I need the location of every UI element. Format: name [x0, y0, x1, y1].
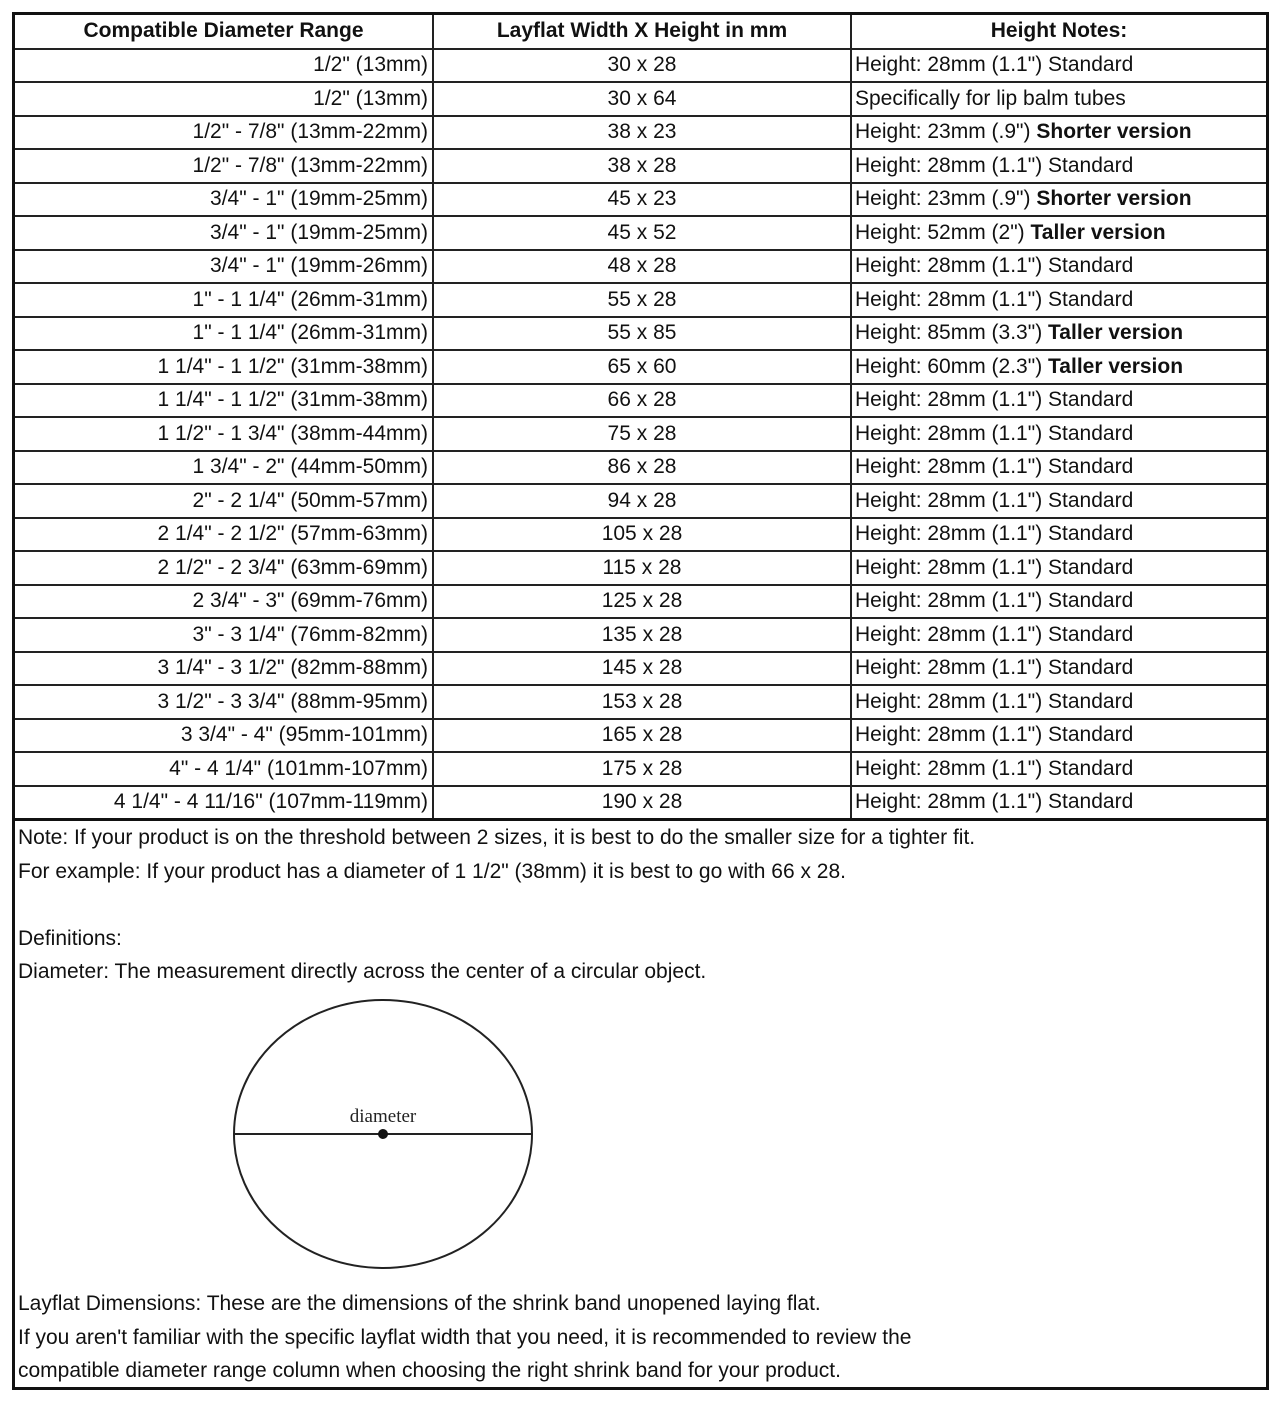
height-note-cell — [851, 250, 1266, 284]
diameter-range-cell: 3/4" - 1" (19mm-25mm) — [15, 216, 433, 250]
table-row — [15, 384, 1266, 418]
height-note-text: Height: 28mm (1.1") Standard — [855, 153, 1134, 177]
table-row — [15, 216, 1266, 250]
diameter-range-cell: 2 3/4" - 3" (69mm-76mm) — [15, 585, 433, 619]
table-row — [15, 283, 1266, 317]
height-note-text: Height: 28mm (1.1") Standard — [855, 622, 1134, 646]
layflat-dims-cell: 38 x 23 — [433, 116, 851, 150]
height-note-cell — [851, 183, 1266, 217]
layflat-definition: Layflat Dimensions: These are the dimensions of the shrink band unopened laying flat. — [18, 1292, 821, 1315]
notes-section — [18, 823, 1258, 991]
height-note-cell — [851, 283, 1266, 317]
table-row — [15, 82, 1266, 116]
height-note-cell — [851, 551, 1266, 585]
diameter-range-cell: 1/2" - 7/8" (13mm-22mm) — [15, 149, 433, 183]
height-note-cell — [851, 618, 1266, 652]
layflat-dims-cell: 175 x 28 — [433, 752, 851, 786]
table-body — [15, 49, 1266, 820]
layflat-dims-cell: 48 x 28 — [433, 250, 851, 284]
diameter-range-cell: 1 1/2" - 1 3/4" (38mm-44mm) — [15, 417, 433, 451]
layflat-dims-cell: 190 x 28 — [433, 786, 851, 820]
height-note-cell — [851, 49, 1266, 83]
table-row — [15, 719, 1266, 753]
layflat-dims-cell: 30 x 64 — [433, 82, 851, 116]
diameter-range-cell: 2" - 2 1/4" (50mm-57mm) — [15, 484, 433, 518]
diameter-range-cell: 2 1/4" - 2 1/2" (57mm-63mm) — [15, 518, 433, 552]
layflat-dims-cell: 94 x 28 — [433, 484, 851, 518]
table-row — [15, 786, 1266, 820]
table-row — [15, 685, 1266, 719]
height-note-text: Height: 28mm (1.1") Standard — [855, 555, 1134, 579]
height-note-cell — [851, 384, 1266, 418]
diameter-diagram — [230, 998, 536, 1274]
layflat-notes — [18, 1289, 1258, 1390]
recommendation-line-1: If you aren't familiar with the specific layflat width that you need, it is recommended to review the — [18, 1325, 912, 1349]
height-note-text: Height: 28mm (1.1") Standard — [855, 287, 1134, 311]
height-note-cell — [851, 216, 1266, 250]
layflat-dims-cell: 135 x 28 — [433, 618, 851, 652]
header-layflat-dims: Layflat Width X Height in mm — [433, 15, 851, 49]
height-note-text: Height: 28mm (1.1") Standard — [855, 589, 1134, 613]
version-label: Shorter version — [1036, 120, 1192, 144]
height-note-cell — [851, 82, 1266, 116]
table-row — [15, 551, 1266, 585]
table-row — [15, 49, 1266, 83]
table-row — [15, 585, 1266, 619]
layflat-dims-cell: 30 x 28 — [433, 49, 851, 83]
height-note-cell — [851, 317, 1266, 351]
table-header-row — [15, 15, 1266, 49]
table-row — [15, 183, 1266, 217]
table-row — [15, 350, 1266, 384]
height-note-text: Height: 23mm (.9") — [855, 120, 1031, 144]
height-note-cell — [851, 417, 1266, 451]
diameter-range-cell: 1/2" (13mm) — [15, 82, 433, 116]
layflat-dims-cell: 125 x 28 — [433, 585, 851, 619]
size-table — [15, 15, 1266, 821]
diameter-label: diameter — [349, 1106, 417, 1127]
table-row — [15, 417, 1266, 451]
height-note-cell — [851, 116, 1266, 150]
table-row — [15, 752, 1266, 786]
height-note-text: Height: 28mm (1.1") Standard — [855, 790, 1134, 813]
height-note-cell — [851, 652, 1266, 686]
table-row — [15, 250, 1266, 284]
layflat-dims-cell: 153 x 28 — [433, 685, 851, 719]
table-row — [15, 451, 1266, 485]
height-note-text: Height: 60mm (2.3") — [855, 354, 1043, 378]
version-label: Taller version — [1048, 354, 1184, 378]
height-note-text: Specifically for lip balm tubes — [855, 86, 1126, 110]
example-note: For example: If your product has a diameter of 1 1/2" (38mm) it is best to go with 66 x 28. — [18, 859, 847, 883]
table-row — [15, 484, 1266, 518]
height-note-cell — [851, 685, 1266, 719]
diameter-range-cell: 2 1/2" - 2 3/4" (63mm-69mm) — [15, 551, 433, 585]
header-diameter-range: Compatible Diameter Range — [15, 15, 433, 49]
recommendation-line-2: compatible diameter range column when choosing the right shrink band for your product. — [18, 1359, 841, 1382]
height-note-text: Height: 28mm (1.1") Standard — [855, 756, 1134, 780]
height-note-cell — [851, 719, 1266, 753]
layflat-dims-cell: 165 x 28 — [433, 719, 851, 753]
height-note-text: Height: 28mm (1.1") Standard — [855, 522, 1134, 546]
version-label: Taller version — [1048, 321, 1184, 345]
diameter-range-cell: 3" - 3 1/4" (76mm-82mm) — [15, 618, 433, 652]
layflat-dims-cell: 145 x 28 — [433, 652, 851, 686]
layflat-dims-cell: 86 x 28 — [433, 451, 851, 485]
threshold-note: Note: If your product is on the threshold between 2 sizes, it is best to do the smaller size for a tighter fit. — [18, 826, 976, 849]
height-note-cell — [851, 786, 1266, 820]
height-note-cell — [851, 752, 1266, 786]
height-note-text: Height: 23mm (.9") — [855, 187, 1031, 211]
diameter-range-cell: 3 1/4" - 3 1/2" (82mm-88mm) — [15, 652, 433, 686]
version-label: Shorter version — [1036, 187, 1192, 211]
diameter-range-cell: 3 1/2" - 3 3/4" (88mm-95mm) — [15, 685, 433, 719]
header-height-notes: Height Notes: — [851, 15, 1266, 49]
diameter-range-cell: 1 1/4" - 1 1/2" (31mm-38mm) — [15, 350, 433, 384]
definitions-heading: Definitions: — [18, 926, 122, 950]
layflat-dims-cell: 105 x 28 — [433, 518, 851, 552]
layflat-dims-cell: 45 x 23 — [433, 183, 851, 217]
layflat-dims-cell: 115 x 28 — [433, 551, 851, 585]
height-note-text: Height: 28mm (1.1") Standard — [855, 421, 1134, 445]
height-note-cell — [851, 585, 1266, 619]
diameter-range-cell: 1/2" - 7/8" (13mm-22mm) — [15, 116, 433, 150]
diameter-range-cell: 1" - 1 1/4" (26mm-31mm) — [15, 283, 433, 317]
diameter-range-cell: 3 3/4" - 4" (95mm-101mm) — [15, 719, 433, 753]
diameter-definition: Diameter: The measurement directly across the center of a circular object. — [18, 960, 707, 983]
version-label: Taller version — [1030, 220, 1166, 244]
diameter-range-cell: 1 1/4" - 1 1/2" (31mm-38mm) — [15, 384, 433, 418]
table-row — [15, 116, 1266, 150]
height-note-text: Height: 28mm (1.1") Standard — [855, 254, 1134, 278]
center-dot — [378, 1129, 388, 1139]
table-row — [15, 618, 1266, 652]
diameter-range-cell: 1/2" (13mm) — [15, 49, 433, 83]
layflat-dims-cell: 38 x 28 — [433, 149, 851, 183]
height-note-text: Height: 85mm (3.3") — [855, 321, 1043, 345]
height-note-text: Height: 28mm (1.1") Standard — [855, 689, 1134, 713]
diameter-range-cell: 1" - 1 1/4" (26mm-31mm) — [15, 317, 433, 351]
height-note-text: Height: 52mm (2") — [855, 220, 1025, 244]
height-note-cell — [851, 451, 1266, 485]
height-note-text: Height: 28mm (1.1") Standard — [855, 656, 1134, 680]
diameter-range-cell: 4 1/4" - 4 11/16" (107mm-119mm) — [15, 786, 433, 820]
height-note-text: Height: 28mm (1.1") Standard — [855, 455, 1134, 479]
layflat-dims-cell: 55 x 85 — [433, 317, 851, 351]
height-note-text: Height: 28mm (1.1") Standard — [855, 53, 1134, 77]
height-note-text: Height: 28mm (1.1") Standard — [855, 723, 1134, 747]
layflat-dims-cell: 66 x 28 — [433, 384, 851, 418]
table-row — [15, 149, 1266, 183]
layflat-dims-cell: 55 x 28 — [433, 283, 851, 317]
table-row — [15, 652, 1266, 686]
table-row — [15, 317, 1266, 351]
diameter-range-cell: 4" - 4 1/4" (101mm-107mm) — [15, 752, 433, 786]
height-note-cell — [851, 350, 1266, 384]
table-row — [15, 518, 1266, 552]
diameter-range-cell: 1 3/4" - 2" (44mm-50mm) — [15, 451, 433, 485]
sizing-chart — [12, 12, 1269, 1390]
layflat-dims-cell: 65 x 60 — [433, 350, 851, 384]
layflat-dims-cell: 45 x 52 — [433, 216, 851, 250]
diameter-range-cell: 3/4" - 1" (19mm-25mm) — [15, 183, 433, 217]
height-note-text: Height: 28mm (1.1") Standard — [855, 388, 1134, 412]
diameter-range-cell: 3/4" - 1" (19mm-26mm) — [15, 250, 433, 284]
height-note-cell — [851, 484, 1266, 518]
height-note-text: Height: 28mm (1.1") Standard — [855, 488, 1134, 512]
height-note-cell — [851, 149, 1266, 183]
height-note-cell — [851, 518, 1266, 552]
layflat-dims-cell: 75 x 28 — [433, 417, 851, 451]
